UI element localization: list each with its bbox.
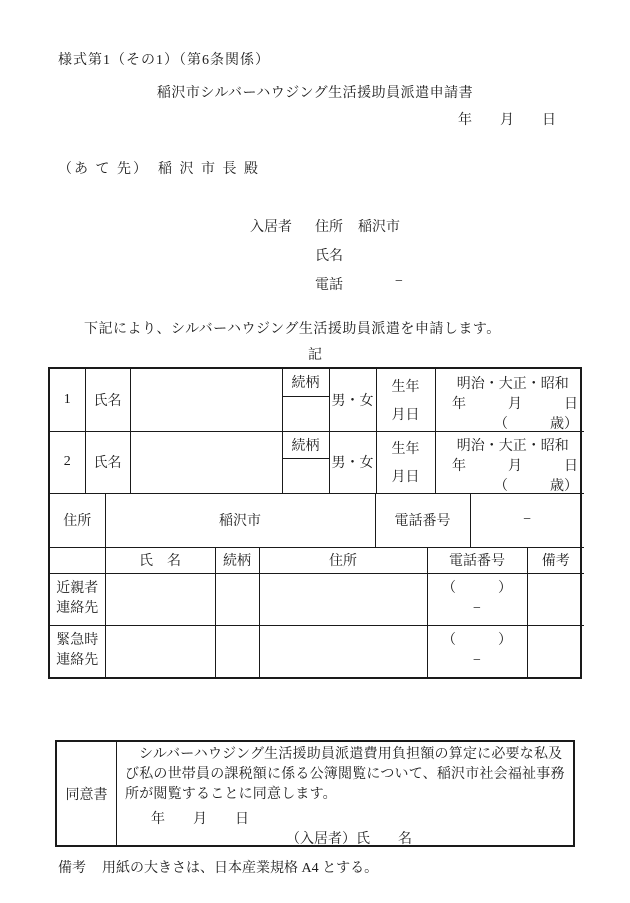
- emergency-contact-relation-cell: [215, 625, 259, 677]
- member-2-era-cell: [435, 431, 584, 493]
- applicant-name-label: 氏名: [315, 249, 343, 264]
- contact-header-phone: 電話番号: [427, 548, 527, 573]
- consent-body-text: シルバーハウジング生活援助員派遣費用負担額の算定に必要な私及び私の世帯員の課税額に係る公簿閲覧について、稲沢市社会福祉事務所が閲覧することに同意します。: [125, 747, 565, 802]
- applicant-address-label: 住所: [315, 220, 343, 235]
- age-placeholder: （ 歳）: [494, 416, 578, 431]
- member-1-number: 1: [50, 369, 85, 431]
- member-2-relation-value-cell: [282, 458, 329, 493]
- relative-contact-relation-cell: [215, 573, 259, 625]
- phone-number-label: 電話番号: [375, 494, 470, 548]
- member-1-birth-label: [376, 369, 435, 431]
- applicant-phone-line: [315, 274, 403, 303]
- member-2-birth-label: [376, 431, 435, 493]
- remarks-line: [58, 857, 378, 877]
- birth-label-line2: 月日: [391, 470, 420, 485]
- age-placeholder: （ 歳）: [494, 479, 578, 493]
- applicant-address-value: 稲沢市: [358, 220, 400, 235]
- birth-label-line2: 月日: [391, 407, 420, 423]
- contact-header-name: 氏 名: [105, 548, 215, 573]
- phone-dash-placeholder: −: [473, 601, 481, 616]
- member-2-relation-label: 続柄: [282, 431, 329, 458]
- applicant-phone-label: 電話: [315, 278, 343, 293]
- household-members-table: [50, 369, 584, 494]
- relative-contact-phone-cell: [427, 573, 527, 625]
- consent-box: [55, 740, 575, 847]
- emergency-contact-name-cell: [105, 625, 215, 677]
- address-value: 稲沢市: [105, 494, 375, 548]
- contact-header-blank: [50, 548, 105, 573]
- page-title: 稲沢市シルバーハウジング生活援助員派遣申請書: [156, 86, 474, 101]
- contact-header-address: 住所: [259, 548, 427, 573]
- member-1-name-label: 氏名: [85, 369, 130, 431]
- applicant-role-label: 入居者: [250, 220, 292, 235]
- emergency-contact-address-cell: [259, 625, 427, 677]
- applicant-details: [315, 216, 403, 303]
- label-line2: 連絡先: [56, 601, 99, 616]
- phone-dash-placeholder: −: [473, 653, 481, 669]
- relative-contact-name-cell: [105, 573, 215, 625]
- member-1-gender-options: 男・女: [329, 369, 376, 431]
- remarks-text: 用紙の大きさは、日本産業規格 A4 とする。: [102, 861, 379, 876]
- phone-paren-placeholder: （ ）: [442, 581, 512, 596]
- address-row-table: [50, 494, 584, 549]
- consent-signer-label: （入居者）氏 名: [286, 832, 412, 845]
- phone-number-value: −: [470, 494, 584, 548]
- birth-label-line1: 生年: [391, 379, 420, 395]
- member-1-era-cell: [435, 369, 584, 431]
- member-2-gender-options: 男・女: [329, 431, 376, 493]
- applicant-address-line: [315, 216, 403, 245]
- contact-table: [50, 548, 584, 677]
- era-options: 明治・大正・昭和: [456, 376, 569, 392]
- date-placeholder: 年 月 日: [458, 113, 556, 128]
- era-options: 明治・大正・昭和: [456, 439, 569, 454]
- era-date-placeholder: 年 月 日: [452, 396, 578, 412]
- era-date-placeholder: 年 月 日: [452, 459, 578, 474]
- relative-contact-label: [50, 573, 105, 625]
- label-line2: 連絡先: [56, 653, 99, 669]
- label-line1: 近親者: [56, 581, 99, 596]
- phone-paren-placeholder: （ ）: [442, 633, 512, 649]
- relative-contact-note-cell: [527, 573, 584, 625]
- intro-sentence: 下記により、シルバーハウジング生活援助員派遣を申請します。: [84, 322, 501, 337]
- emergency-contact-phone-cell: [427, 625, 527, 677]
- contact-header-relation: 続柄: [215, 548, 259, 573]
- record-marker: 記: [308, 348, 322, 363]
- member-2-name-value-cell: [130, 431, 282, 493]
- relative-contact-address-cell: [259, 573, 427, 625]
- member-1-relation-label: 続柄: [282, 369, 329, 396]
- consent-content: [117, 742, 573, 845]
- member-1-name-value-cell: [130, 369, 282, 431]
- main-table: [48, 367, 582, 679]
- label-line1: 緊急時: [56, 633, 99, 649]
- addressee-line: （あ て 先） 稲 沢 市 長 殿: [58, 162, 260, 177]
- form-number: 様式第1（その1）（第6条関係）: [58, 53, 270, 68]
- address-label: 住所: [50, 494, 105, 548]
- consent-label: 同意書: [57, 742, 117, 845]
- contact-header-note: 備考: [527, 548, 584, 573]
- remarks-label: 備考: [58, 861, 86, 876]
- birth-label-line1: 生年: [391, 442, 420, 457]
- applicant-name-line: [315, 245, 403, 274]
- member-2-name-label: 氏名: [85, 431, 130, 493]
- applicant-phone-separator: −: [395, 274, 403, 289]
- emergency-contact-note-cell: [527, 625, 584, 677]
- emergency-contact-label: [50, 625, 105, 677]
- member-1-relation-value-cell: [282, 396, 329, 431]
- consent-date-placeholder: 年 月 日: [151, 812, 249, 827]
- member-2-number: 2: [50, 431, 85, 493]
